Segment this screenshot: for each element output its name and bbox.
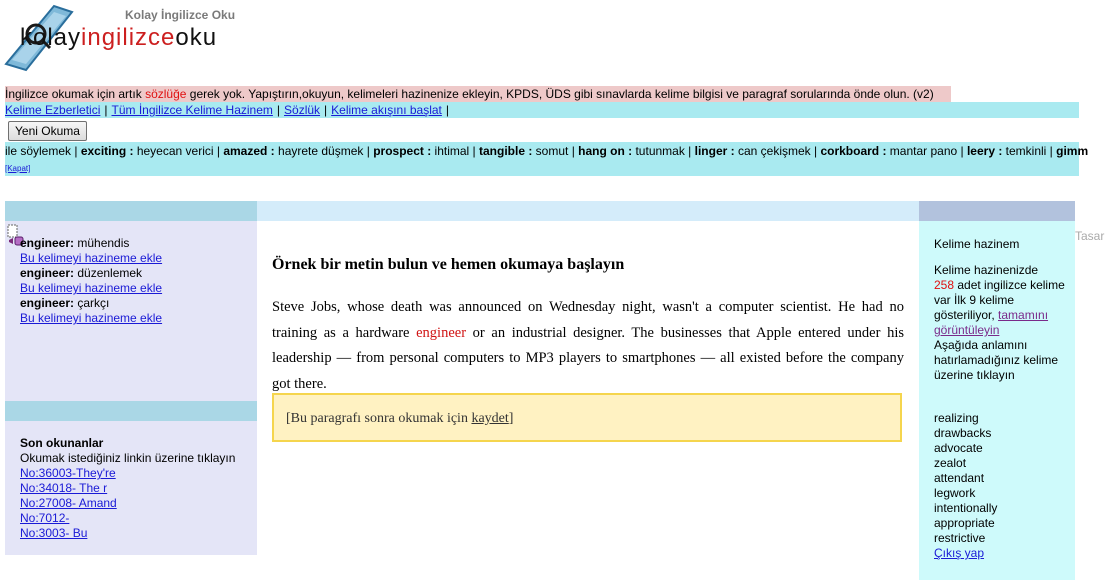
- ticker-word: prospect :: [373, 144, 432, 158]
- vocabulary-title: Kelime hazinem: [934, 237, 1020, 251]
- vocabulary-word[interactable]: attendant: [934, 471, 985, 485]
- save-suffix: ]: [508, 411, 514, 426]
- recent-title: Son okunanlar: [20, 436, 104, 450]
- save-paragraph-text: [286, 411, 513, 427]
- save-prefix: [Bu paragrafı sonra okumak için: [286, 411, 472, 426]
- lookup-meaning: çarkçı: [74, 296, 110, 310]
- ticker-meaning: somut |: [532, 144, 579, 158]
- vocabulary-panel: [919, 221, 1075, 580]
- nav-separator: |: [276, 103, 281, 117]
- ticker-meaning: heyecan verici |: [133, 144, 224, 158]
- nav-separator: |: [445, 103, 450, 117]
- recent-list: [20, 436, 235, 541]
- logo-wordmark[interactable]: [20, 24, 217, 52]
- ticker-word: leery :: [966, 144, 1003, 158]
- nav-tum-kelime-hazinem[interactable]: Tüm İngilizce Kelime Hazinem: [111, 103, 273, 117]
- nav-separator: |: [104, 103, 108, 117]
- lookup-word: engineer:: [20, 236, 75, 250]
- vocabulary-word[interactable]: appropriate: [934, 516, 995, 530]
- ticker-word: corkboard :: [820, 144, 887, 158]
- vocabulary-word[interactable]: zealot: [934, 456, 967, 470]
- recent-item[interactable]: No:3003- Bu: [20, 526, 88, 540]
- add-word-link[interactable]: Bu kelimeyi hazineme ekle: [20, 311, 163, 325]
- ticker-word: gimm: [1056, 144, 1089, 158]
- lookup-entry: [20, 266, 162, 296]
- logout-link[interactable]: Çıkış yap: [934, 546, 985, 560]
- lookup-word: engineer:: [20, 296, 75, 310]
- vocabulary-word-list: [934, 411, 1069, 561]
- recent-item[interactable]: No:36003-They're: [20, 466, 116, 480]
- ticker-meaning: can çekişmek |: [734, 144, 821, 158]
- reader-heading: Örnek bir metin bulun ve hemen okumaya başlayın: [272, 256, 625, 273]
- vocabulary-word[interactable]: advocate: [934, 441, 983, 455]
- nav-sozluk[interactable]: Sözlük: [284, 103, 321, 117]
- lookup-entry: [20, 236, 162, 266]
- logo-part-kolay: kolay: [20, 24, 82, 51]
- ticker-meaning: ihtimal |: [431, 144, 479, 158]
- logo-part-oku: oku: [175, 24, 218, 51]
- vocabulary-info-a: Kelime hazinenizde: [934, 263, 1039, 277]
- vocabulary-info-c: Aşağıda anlamını hatırlamadığınız kelime üzerine tıklayın: [934, 338, 1059, 382]
- right-panel-header: [919, 201, 1075, 221]
- top-nav: [5, 102, 1079, 118]
- vocabulary-info-b: adet ingilizce kelime var İlk 9 kelime gösteriliyor,: [934, 278, 1065, 322]
- nav-kelime-ezberletici[interactable]: Kelime Ezberletici: [5, 103, 101, 117]
- vocabulary-word[interactable]: drawbacks: [934, 426, 992, 440]
- vocabulary-word[interactable]: legwork: [934, 486, 976, 500]
- vocabulary-word[interactable]: intentionally: [934, 501, 998, 515]
- word-ticker: [5, 142, 1089, 176]
- nav-separator: |: [324, 103, 328, 117]
- vocabulary-info: [934, 263, 1069, 383]
- logo-part-ingilizce: ingilizce: [81, 24, 176, 51]
- vocabulary-word[interactable]: realizing: [934, 411, 979, 425]
- vocabulary-count: 258: [934, 278, 955, 292]
- ticker-word: exciting :: [80, 144, 134, 158]
- lookup-meaning: mühendis: [74, 236, 130, 250]
- ticker-meaning: tutunmak |: [632, 144, 695, 158]
- reading-paragraph: [272, 295, 904, 397]
- left-panel-header: [5, 201, 257, 221]
- ticker-meaning: temkinli |: [1002, 144, 1057, 158]
- vocabulary-word[interactable]: restrictive: [934, 531, 986, 545]
- ticker-meaning: hayrete düşmek |: [274, 144, 374, 158]
- recent-item[interactable]: No:7012-: [20, 511, 70, 525]
- site-tagline: Kolay İngilizce Oku: [125, 8, 236, 22]
- ticker-line: [5, 143, 1088, 159]
- ticker-word: hang on :: [578, 144, 633, 158]
- paragraph-text[interactable]: Steve Jobs, whose death was announced on Wednesday night, wasn't a computer scientist. He had no training as a hardware: [272, 299, 904, 341]
- recent-hint: Okumak istediğiniz linkin üzerine tıklayın: [20, 451, 236, 465]
- recent-item[interactable]: No:27008- Amand: [20, 496, 117, 510]
- ticker-word: tangible :: [479, 144, 533, 158]
- lookup-meaning: düzenlemek: [74, 266, 143, 280]
- save-link[interactable]: kaydet: [471, 411, 509, 426]
- new-reading-button[interactable]: Yeni Okuma: [8, 121, 87, 141]
- ticker-word: amazed :: [223, 144, 275, 158]
- save-paragraph-box: [272, 393, 902, 442]
- highlighted-word[interactable]: engineer: [416, 324, 467, 341]
- overflow-text: Tasar: [1075, 229, 1105, 243]
- promo-suffix: gerek yok. Yapıştırın,okuyun, kelimeleri hazinenize ekleyin, KPDS, ÜDS gibi sınavlarda kelime bilgisi ve paragraf sorularında önde olun. (v2): [186, 87, 934, 101]
- paragraph-text[interactable]: or an industrial designer. The businesses that Apple entered under his leadership — from personal computers to MP3 players to smartphones — all existed before the company got there.: [272, 324, 904, 392]
- show-all-link[interactable]: tamamını görüntüleyin: [934, 308, 1049, 337]
- recent-item[interactable]: No:34018- The r: [20, 481, 108, 495]
- ticker-close-link[interactable]: [Kapat]: [5, 164, 31, 173]
- lookup-word: engineer:: [20, 266, 75, 280]
- ticker-lead: ile söylemek |: [5, 144, 81, 158]
- promo-prefix: İngilizce okumak için artık: [5, 87, 146, 101]
- ticker-word: linger :: [694, 144, 735, 158]
- promo-highlight: sözlüğe: [145, 87, 187, 101]
- lookup-entry: [20, 296, 162, 326]
- recent-panel-header: [5, 401, 257, 421]
- add-word-link[interactable]: Bu kelimeyi hazineme ekle: [20, 281, 163, 295]
- add-word-link[interactable]: Bu kelimeyi hazineme ekle: [20, 251, 163, 265]
- ticker-meaning: mantar pano |: [886, 144, 967, 158]
- nav-kelime-akisi[interactable]: Kelime akışını başlat: [331, 103, 442, 117]
- reader-header-bar: [257, 201, 919, 221]
- promo-banner: [5, 86, 951, 102]
